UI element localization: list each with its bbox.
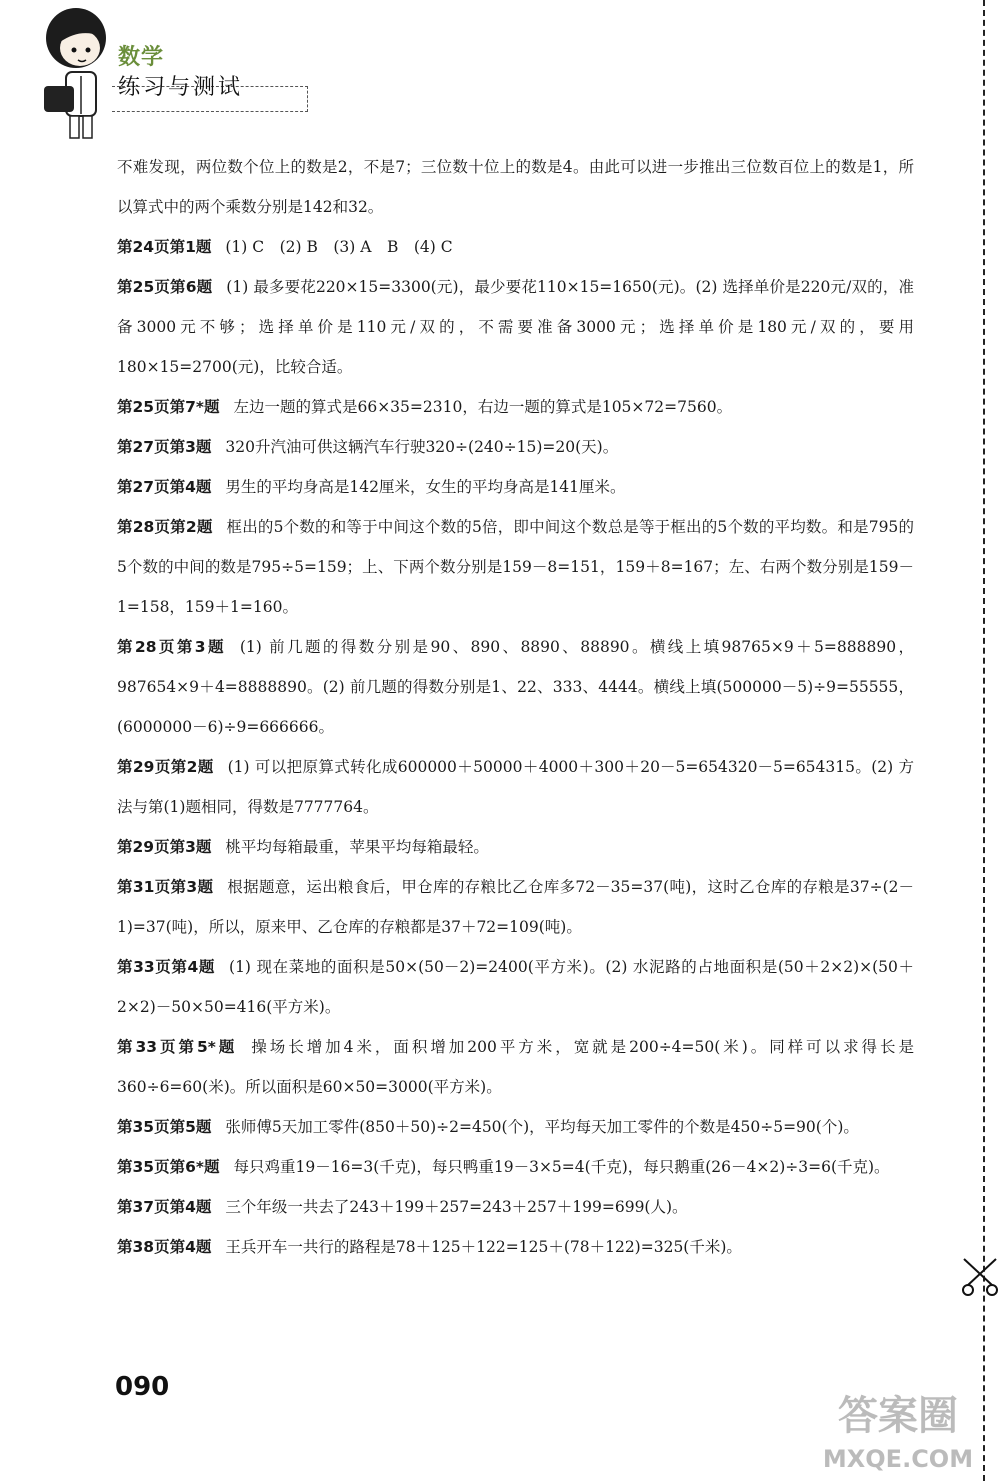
entry-label: 第37页第4题 [117, 1198, 212, 1216]
entry-text: 桃平均每箱最重，苹果平均每箱最轻。 [225, 838, 489, 856]
entry-label: 第25页第7*题 [117, 398, 220, 416]
answer-entry [117, 467, 914, 507]
book-title: 练习与测试 [118, 75, 244, 100]
boy-mascot-illustration [40, 2, 115, 142]
answer-entry [117, 227, 914, 267]
entry-text: 张师傅5天加工零件(850＋50)÷2=450(个)，平均每天加工零件的个数是450÷5=90(个)。 [225, 1118, 859, 1136]
answer-entry [117, 1147, 914, 1187]
scissors-icon [958, 1255, 1000, 1299]
entry-text: (1) 可以把原算式转化成600000＋50000＋4000＋300＋20－5=654320－5=654315。(2) 方法与第(1)题相同，得数是7777764。 [117, 758, 914, 816]
entry-label: 第38页第4题 [117, 1238, 212, 1256]
answer-entry [117, 627, 914, 747]
watermark-logo [808, 1383, 988, 1475]
entry-label: 第28页第3题 [117, 638, 226, 656]
entry-label: 第25页第6题 [117, 278, 213, 296]
entry-text: 男生的平均身高是142厘米，女生的平均身高是141厘米。 [225, 478, 626, 496]
page-number: 090 [115, 1372, 170, 1402]
subject-label: 数学 [118, 45, 165, 70]
answer-entry [117, 867, 914, 947]
entry-label: 第29页第2题 [117, 758, 214, 776]
answer-entry [117, 747, 914, 827]
entry-label: 第31页第3题 [117, 878, 214, 896]
entry-label: 第28页第2题 [117, 518, 213, 536]
entry-text: 框出的5个数的和等于中间这个数的5倍，即中间这个数总是等于框出的5个数的平均数。和是795的5个数的中间的数是795÷5=159；上、下两个数分别是159－8=151，159＋8=167；左、右两个数分别是159－1=158，159＋1=160。 [117, 518, 914, 616]
answer-entry [117, 507, 914, 627]
entry-text: (1) 最多要花220×15=3300(元)，最少要花110×15=1650(元)。(2) 选择单价是220元/双的，准备3000元不够；选择单价是110元/双的，不需要准备3000元；选择单价是180元/双的，要用180×15=2700(元)，比较合适。 [117, 278, 914, 376]
entry-text: 每只鸡重19－16=3(千克)，每只鸭重19－3×5=4(千克)，每只鹅重(26－4×2)÷3=6(千克)。 [233, 1158, 890, 1176]
answer-content [117, 147, 914, 1267]
answer-entry [117, 947, 914, 1027]
answer-entry [117, 827, 914, 867]
entry-label: 第35页第5题 [117, 1118, 212, 1136]
entry-text: 320升汽油可供这辆汽车行驶320÷(240÷15)=20(天)。 [225, 438, 619, 456]
entry-label: 第35页第6*题 [117, 1158, 220, 1176]
entry-label: 第33页第5*题 [117, 1038, 238, 1056]
watermark-top: 答案圈 [838, 1393, 958, 1439]
entry-text: 王兵开车一共行的路程是78＋125＋122=125＋(78＋122)=325(千米)。 [225, 1238, 742, 1256]
entry-text: (1) 前几题的得数分别是90、890、8890、88890。横线上填98765×9＋5=888890，987654×9＋4=8888890。(2) 前几题的得数分别是1、22、333、4444。横线上填(500000－5)÷9=55555，(6000000－6)÷9=666666。 [117, 638, 914, 736]
entry-text: 操场长增加4米，面积增加200平方米，宽就是200÷4=50(米)。同样可以求得长是360÷6=60(米)。所以面积是60×50=3000(平方米)。 [117, 1038, 914, 1096]
entry-label: 第29页第3题 [117, 838, 212, 856]
answer-entry [117, 267, 914, 387]
entry-label: 第27页第3题 [117, 438, 212, 456]
answer-entry [117, 427, 914, 467]
entry-text: 三个年级一共去了243＋199＋257=243＋257＋199=699(人)。 [225, 1198, 688, 1216]
entry-label: 第27页第4题 [117, 478, 212, 496]
answer-entry [117, 1107, 914, 1147]
entry-label: 第33页第4题 [117, 958, 216, 976]
entry-text: 左边一题的算式是66×35=2310，右边一题的算式是105×72=7560。 [233, 398, 733, 416]
answer-entry [117, 1187, 914, 1227]
entry-text: (1) 现在菜地的面积是50×(50－2)=2400(平方米)。(2) 水泥路的占地面积是(50＋2×2)×(50＋2×2)－50×50=416(平方米)。 [117, 958, 914, 1016]
intro-paragraph: 不难发现，两位数个位上的数是2，不是7；三位数十位上的数是4。由此可以进一步推出三位数百位上的数是1，所以算式中的两个乘数分别是142和32。 [117, 158, 914, 216]
entry-text: (1) C (2) B (3) A B (4) C [225, 238, 453, 256]
entry-label: 第24页第1题 [117, 238, 212, 256]
answer-entry [117, 1027, 914, 1107]
watermark-bottom: MXQE.COM [822, 1445, 974, 1473]
answer-entry [117, 1227, 914, 1267]
entry-text: 根据题意，运出粮食后，甲仓库的存粮比乙仓库多72－35=37(吨)，这时乙仓库的存粮是37÷(2－1)=37(吨)，所以，原来甲、乙仓库的存粮都是37＋72=109(吨)。 [117, 878, 914, 936]
answer-entry [117, 387, 914, 427]
